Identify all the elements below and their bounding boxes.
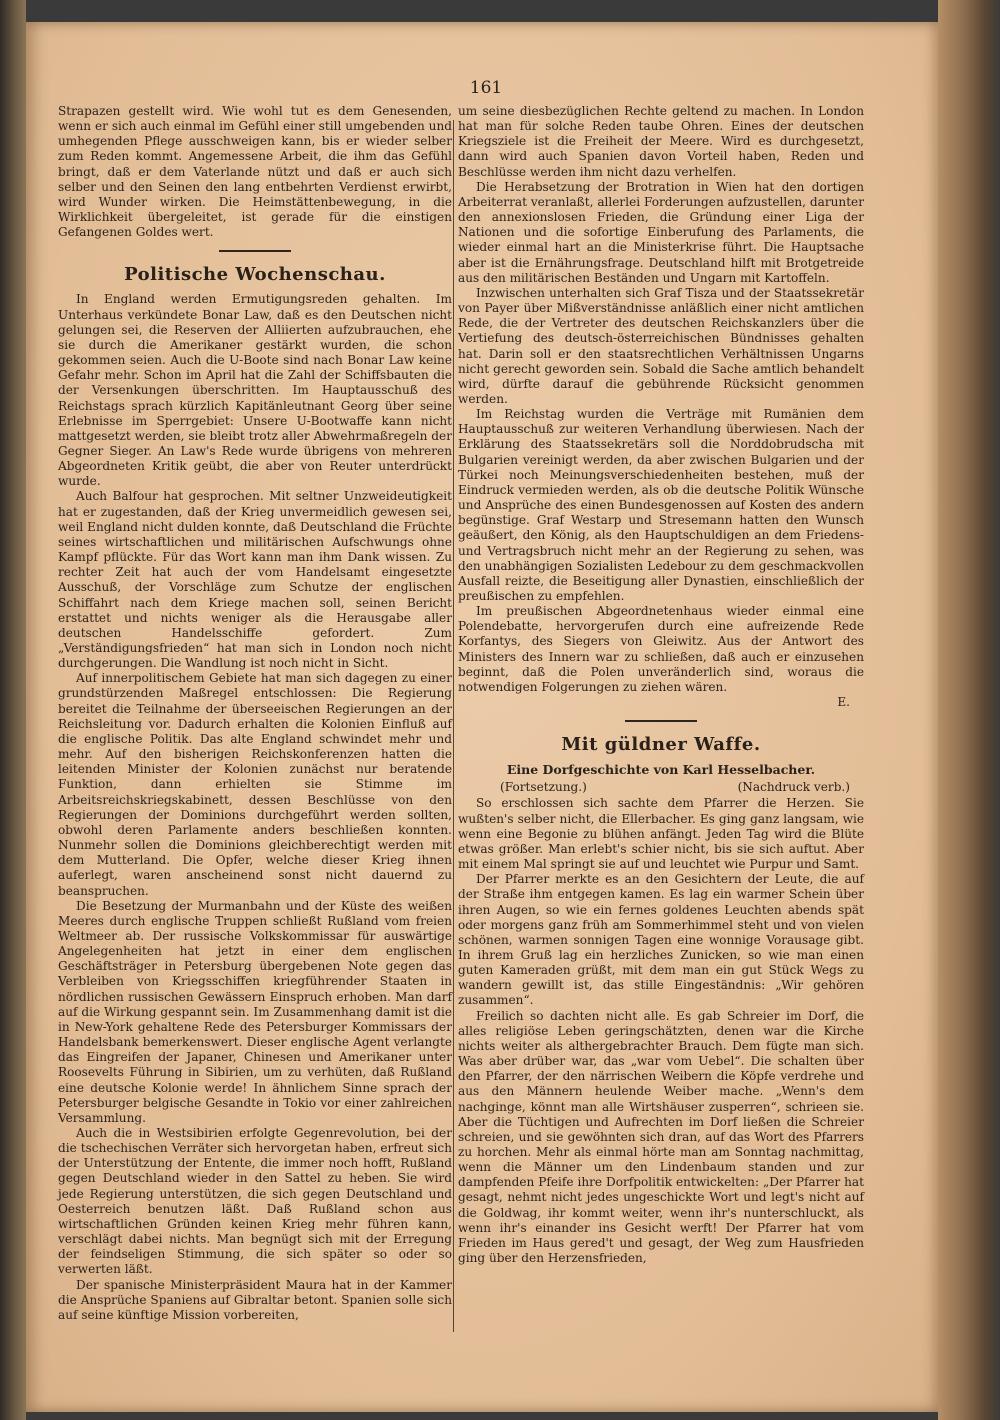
left-column [58, 104, 452, 1323]
section-divider [625, 720, 697, 722]
author-signature: E. [837, 695, 850, 710]
section-divider [219, 250, 291, 252]
paragraph: Auf innerpolitischem Gebiete hat man sich dagegen zu einer grundstürzenden Maßregel entschlossen: Die Regierung bereitet die Teilnahme der überseeischen Regierungen an der Reichsleitung vor. Dadurch erhalten die Kolonien Einfluß auf die englische Politik. Das alte England schwindet mehr und mehr. Auf den bisherigen Reichskonferenzen hatten die leitenden Minister der Kolonien zunächst nur beratende Funktion, dann erhielten sie Stimme im Arbeitsreichskriegskabinett, dessen Beschlüsse von den Regierungen der Dominions durchgeführt werden sollten, obwohl deren Parlamente anders beschließen konnten. Nunmehr sollen die Dominions gleichberechtigt werden mit dem Mutterland. Die Opfer, welche dieser Krieg ihnen auferlegt, waren anscheinend sonst nicht dauernd zu beanspruchen. [58, 671, 452, 898]
paragraph: So erschlossen sich sachte dem Pfarrer die Herzen. Sie wußten's selber nicht, die Ellerbacher. Es ging ganz langsam, wie wenn eine Begonie zu blühen anfängt. Jeden Tag wird die Blüte etwas größer. Man erlebt's schier nicht, bis sie sich auftut. Aber mit einem Mal springt sie auf und leuchtet wie Purpur und Samt. [458, 796, 864, 872]
story-meta [458, 780, 864, 795]
paragraph: Strapazen gestellt wird. Wie wohl tut es dem Genesenden, wenn er sich auch einmal im Gefühl einer still umgebenden und umhegenden Pflege ausschweigen kann, bis er wieder selber zum Reden kommt. Angemessene Arbeit, die ihm das Gefühl bringt, daß er dem Vaterlande nützt und daß er auch sich selber und den Seinen den lang entbehrten Verdienst erwirbt, wird Wunder wirken. Die Heimstättenbewegung, in die Wirklichkeit übergeleitet, ist gerade für die einstigen Gefangenen Goldes wert. [58, 104, 452, 240]
paragraph: Im preußischen Abgeordnetenhaus wieder einmal eine Polendebatte, hervorgerufen durch eine aufreizende Rede Korfantys, des Siegers von Gleiwitz. Aus der Antwort des Ministers des Innern war zu schließen, daß auch er einzusehen beginnt, daß die Polen unveränderlich sind, woraus die notwendigen Folgerungen zu ziehen wären. [458, 604, 864, 694]
story-subheading: Eine Dorfgeschichte von Karl Hesselbacher. [506, 762, 816, 778]
paragraph: Der spanische Ministerpräsident Maura hat in der Kammer die Ansprüche Spaniens auf Gibraltar betont. Spanien solle sich auf seine künftige Mission vorbereiten, [58, 1277, 452, 1322]
paragraph: In England werden Ermutigungsreden gehalten. Im Unterhaus verkündete Bonar Law, daß es den Deutschen nicht gelungen sei, die Reserven der Alliierten aufzubrauchen, ehe sie durch die Amerikaner gestärkt wurden, die schon gekommen seien. Auch die U-Boote sind nach Bonar Law keine Gefahr mehr. Schon im April hat die Zahl der Schiffsbauten die der Versenkungen überschritten. Im Hauptausschuß des Reichstags sprach kürzlich Kapitänleutnant Georg über seine Erlebnisse im Sperrgebiet: Unsere U-Bootwaffe kann nicht mattgesetzt werden, sie bleibt trotz aller Abwehrmaßregeln der Gegner Sieger. An Law's Rede wurde übrigens von mehreren Abgeordneten Kritik geübt, die aber von Reuter unterdrückt wurde. [58, 292, 452, 489]
right-column [458, 104, 864, 1266]
paragraph: Der Pfarrer merkte es an den Gesichtern der Leute, die auf der Straße ihm entgegen kamen. Es lag ein warmer Schein über ihren Augen, so wie ein fernes goldenes Leuchten abends spät oder morgens ganz früh am Sommerhimmel steht und von vielen schönen, warmen sonnigen Tagen eine wonnige Vorausage gibt. In ihrem Gruß lag ein herzliches Zunicken, so wie man einen guten Kameraden grüßt, mit dem man ein gut Stück Wegs zu wandern gewillt ist, das stille Eingeständnis: „Wir gehören zusammen“. [458, 872, 864, 1008]
continuation-note: (Fortsetzung.) [500, 780, 587, 795]
reprint-note: (Nachdruck verb.) [737, 780, 850, 795]
newspaper-page [26, 22, 938, 1412]
column-rule [453, 120, 454, 1332]
paragraph: Die Herabsetzung der Brotration in Wien hat den dortigen Arbeiterrat veranlaßt, allerlei Forderungen aufzustellen, darunter den annexionslosen Frieden, die Gründung einer Liga der Nationen und die sofortige Einberufung des Parlaments, die wieder einmal hart an die Ministerkrise führt. Die Hauptsache aber ist die Ernährungsfrage. Deutschland hilft mit Brotgetreide aus den militärischen Beständen und Ungarn mit Kartoffeln. [458, 179, 864, 285]
paragraph: Auch Balfour hat gesprochen. Mit seltner Unzweideutigkeit hat er zugestanden, daß der Krieg unvermeidlich gewesen sei, weil England nicht dulden konnte, daß Deutschland die Früchte seines wirtschaftlichen und militärischen Aufschwungs ohne Kampf pflückte. Für das Wort kann man ihm Dank wissen. Zu rechter Zeit hat auch der vom Handelsamt eingesetzte Ausschuß, der Vorschläge zum Schutze der englischen Schiffahrt nach dem Kriege machen soll, seinen Bericht erstattet und nichts weniger als die Herausgabe aller deutschen Handelsschiffe gefordert. Zum „Verständigungsfrieden“ hat man sich in London noch nicht durchgerungen. Die Wandlung ist noch nicht in Sicht. [58, 489, 452, 671]
page-number: 161 [469, 78, 503, 98]
book-page-edges-right [938, 0, 1000, 1420]
paragraph: Freilich so dachten nicht alle. Es gab Schreier im Dorf, die alles religiöse Leben geringschätzten, denen war die Kirche nichts weiter als althergebrachter Brauch. Dem fügte man sich. Was aber drüber war, das „war vom Uebel“. Die schalten über den Pfarrer, der den närrischen Weibern die Köpfe verdrehe und aus den Männern heulende Weiber mache. „Wenn's dem nachginge, könnt man alle Wirtshäuser zusperren“, schrieen sie. Aber die Tüchtigen und Aufrechten im Dorf ließen die Schreier schreien, und sie gewöhnten sich dran, auf das Wort des Pfarrers zu horchen. Mehr als einmal hörte man am Sonntag nachmittag, wenn die Männer um den Lindenbaum standen und zur dampfenden Pfeife ihre Dorfpolitik entwickelten: „Der Pfarrer hat gesagt, nehmt nicht jedes ungeschickte Wort und legt's nicht auf die Goldwag, ihr kommt weiter, wenn ihr's nunterschluckt, als wenn ihr's einander ins Gesicht werft! Der Pfarrer hat vom Frieden im Haus gered't und gesagt, der Weg zum Hausfrieden ging über den Herzensfrieden, [458, 1008, 864, 1266]
story-heading: Mit güldner Waffe. [561, 734, 761, 756]
paragraph: Im Reichstag wurden die Verträge mit Rumänien dem Hauptausschuß zur weiteren Verhandlung überwiesen. Nach der Erklärung des Staatssekretärs soll die Norddobrudscha mit Bulgarien vereinigt werden, da aber zwischen Bulgarien und der Türkei noch Meinungsverschiedenheiten bestehen, muß der Eindruck vermieden werden, als ob die deutsche Politik Wünsche und Ansprüche des einen Bundesgenossen auf Kosten des andern begünstige. Graf Westarp und Stresemann hatten den Wunsch geäußert, den König, als den Hauptschuldigen an dem Friedens- und Vertragsbruch nicht mehr an der Regierung zu sehen, was den unabhängigen Sozialisten Ledebour zu dem geschmackvollen Ausfall reizte, die Beseitigung aller Dynastien, einschließlich der preußischen zu empfehlen. [458, 407, 864, 603]
book-spine-left [0, 0, 26, 1420]
paragraph: Auch die in Westsibirien erfolgte Gegenrevolution, bei der die tschechischen Verräter sich hervorgetan haben, erfreut sich der Unterstützung der Entente, die immer noch hofft, Rußland gegen Deutschland wieder in den Sattel zu heben. Sie wird jede Regierung unterstützen, die sich gegen Deutschland und Oesterreich benutzen läßt. Daß Rußland schon aus wirtschaftlichen Gründen keinen Krieg mehr führen kann, verschlägt dabei nichts. Man begnügt sich mit der Erregung der feindseligen Stimmung, die sich später so oder so verwerten läßt. [58, 1126, 452, 1277]
paragraph: Inzwischen unterhalten sich Graf Tisza und der Staatssekretär von Payer über Mißverständnisse anläßlich einer nicht amtlichen Rede, die der Vertreter des deutschen Reichskanzlers über die Vertiefung des deutsch-österreichischen Bündnisses gehalten hat. Darin soll er den staatsrechtlichen Verhältnissen Ungarns nicht gerecht geworden sein. Sobald die Sache amtlich behandelt wird, dürfte darauf die gebührende Rücksicht genommen werden. [458, 285, 864, 406]
section-heading: Politische Wochenschau. [124, 264, 386, 286]
paragraph: Die Besetzung der Murmanbahn und der Küste des weißen Meeres durch englische Truppen schließt Rußland vom freien Weltmeer ab. Der russische Volkskommissar für auswärtige Angelegenheiten hat jetzt in einer dem englischen Geschäftsträger in Petersburg übergebenen Note gegen das Verbleiben von Kriegsschiffen kriegführender Staaten in nördlichen russischen Gewässern Einspruch erhoben. Man darf auf die Wirkung gespannt sein. Im Zusammenhang damit ist die in New-York gehaltene Rede des Petersburger Kommissars der Handelsbank bemerkenswert. Dieser englische Agent verlangte das Eingreifen der Japaner, Chinesen und Amerikaner unter Roosevelts Führung in Sibirien, um zu verhüten, daß Rußland eine deutsche Kolonie werde! In ähnlichem Sinne sprach der Petersburger belgische Gesandte in Tokio vor einer zahlreichen Versammlung. [58, 898, 452, 1125]
paragraph: um seine diesbezüglichen Rechte geltend zu machen. In London hat man für solche Reden taube Ohren. Eines der deutschen Kriegsziele ist die Freiheit der Meere. Wird es durchgesetzt, dann wird auch Spanien davon Vorteil haben, Reden und Beschlüsse werden ihm nicht dazu verhelfen. [458, 104, 864, 179]
